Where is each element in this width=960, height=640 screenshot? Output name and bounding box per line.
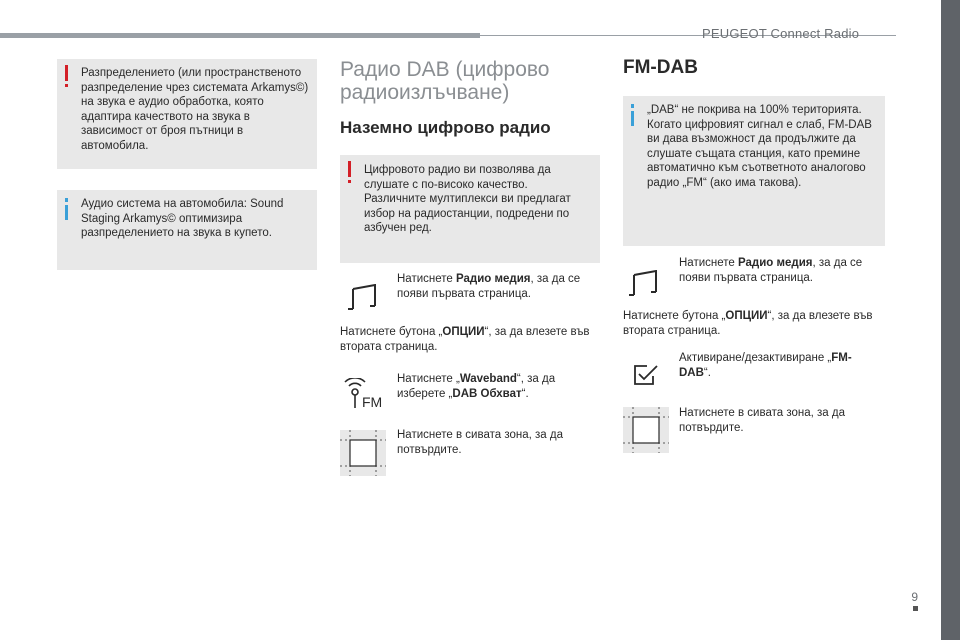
fm-dab-title: FM-DAB	[623, 57, 698, 78]
fm-radio-icon	[343, 378, 385, 412]
fm-label: FM	[362, 394, 383, 410]
warning-icon	[346, 161, 354, 185]
grey-zone-icon	[340, 430, 386, 476]
warning-text: Разпределението (или пространственото разпределение чрез системата Arkamys©) на звука е аудио обработка, която адаптира качеството на звука в зависимост от броя пътници в автомобила.	[81, 67, 309, 152]
header-bar	[0, 33, 480, 38]
warning-box	[340, 155, 600, 263]
step-text: Натиснете в сивата зона, за да потвърдите.	[679, 407, 845, 434]
step-text: Натиснете бутона „ОПЦИИ“, за да влезете във втората страница.	[340, 326, 590, 353]
grey-zone-icon	[623, 407, 669, 453]
page-number: 9	[911, 590, 918, 604]
warning-icon	[63, 65, 71, 89]
info-icon	[63, 198, 71, 222]
info-text: Аудио система на автомобила: Sound Staging Arkamys© оптимизира разпределението на звука в купето.	[81, 198, 284, 239]
step-text: Натиснете Радио медия, за да се появи първата страница.	[397, 273, 581, 300]
step-text: Натиснете в сивата зона, за да потвърдите.	[397, 429, 563, 456]
side-strip	[941, 0, 960, 640]
info-icon	[629, 104, 637, 128]
music-note-icon	[628, 270, 660, 298]
page-marker	[913, 606, 918, 611]
info-text: „DAB“ не покрива на 100% територията. Когато цифровият сигнал е слаб, FM-DAB ви дава възможност да продължите да слушате същата станция, като премине автоматично към съответното аналогово радио „FM“ (ако има такова).	[647, 104, 872, 189]
music-note-icon	[347, 284, 379, 312]
section-subtitle: Наземно цифрово радио	[340, 118, 551, 137]
info-box	[623, 96, 885, 246]
warning-box	[57, 59, 317, 169]
warning-text: Цифровото радио ви позволява да слушате с по-високо качество. Различните мултиплекси ви предлагат избор на радиостанции, подредени по азбучен ред.	[364, 164, 571, 234]
checkbox-icon	[633, 364, 659, 386]
info-box	[57, 190, 317, 270]
page-header-title: PEUGEOT Connect Radio	[702, 26, 860, 41]
step-text: Натиснете бутона „ОПЦИИ“, за да влезете във втората страница.	[623, 310, 873, 337]
step-text: Натиснете Радио медия, за да се появи първата страница.	[679, 257, 863, 284]
section-title: Радио DAB (цифрово радиоизлъчване)	[340, 58, 550, 104]
step-text: Активиране/дезактивиране „FM-DAB“.	[679, 352, 852, 379]
step-text: Натиснете „Waveband“, за да изберете „DAB Обхват“.	[397, 373, 556, 400]
